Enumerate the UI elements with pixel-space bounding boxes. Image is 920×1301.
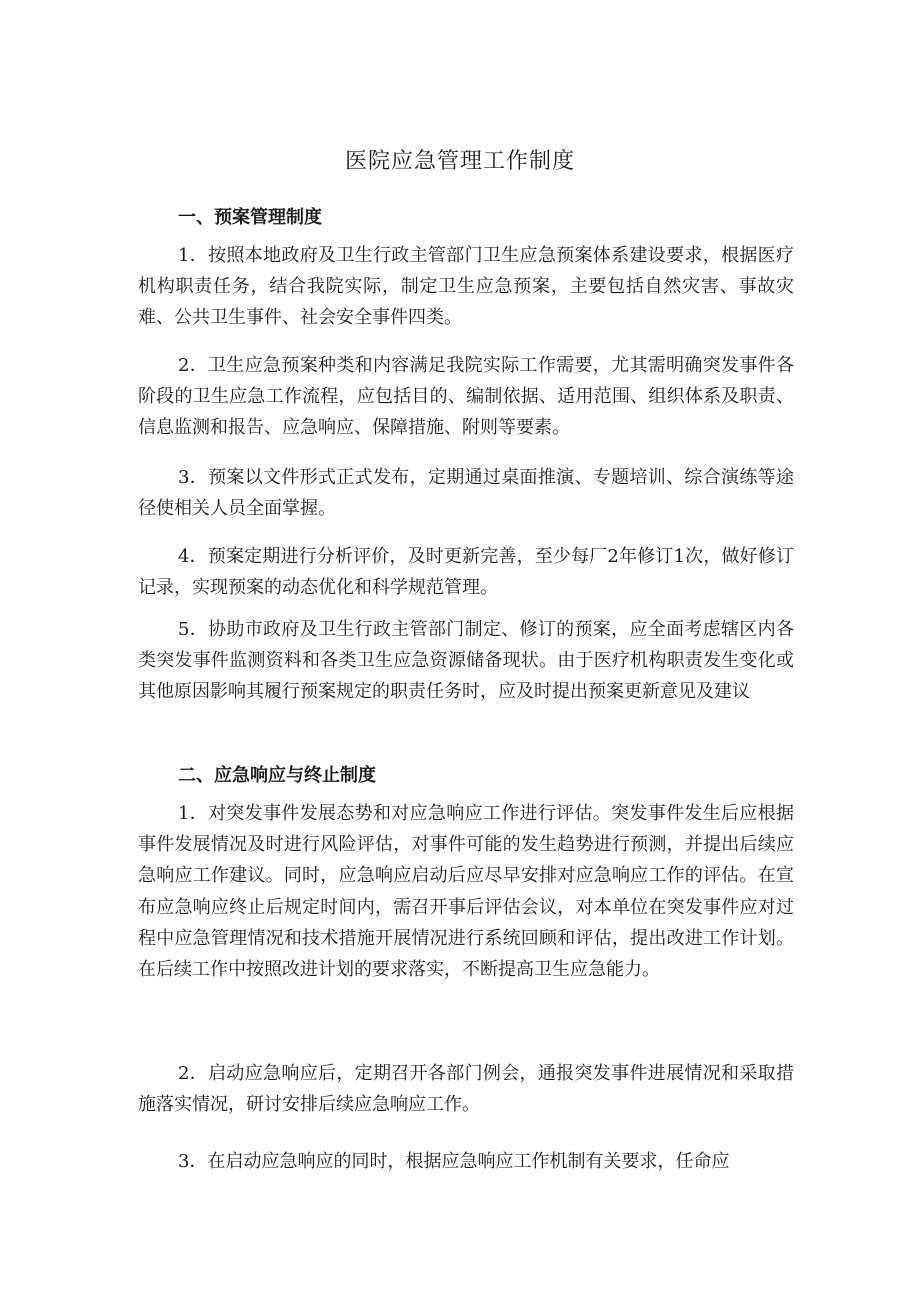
document-title: 医院应急管理工作制度 xyxy=(344,149,575,174)
paragraph-response-1: 1．对突发事件发展态势和对应急响应工作进行评估。突发事件发生后应根据事件发展情况及时进行风险评估，对事件可能的发生趋势进行预测，并提出后续应急响应工作建议。同时，应急响应启动后应尽早安排对应急响应工作的评估。在宣布应急响应终止后规定时间内，需召开事后评估会议，对本单位在突发事件应对过程中应急管理情况和技术措施开展情况进行系统回顾和评估，提出改进工作计划。在后续工作中按照改进计划的要求落实，不断提高卫生应急能力。 xyxy=(138,803,794,981)
paragraph-plan-5: 5．协助市政府及卫生行政主管部门制定、修订的预案，应全面考虑辖区内各类突发事件监测资料和各类卫生应急资源储备现状。由于医疗机构职责发生变化或其他原因影响其履行预案规定的职责任务时，应及时提出预案更新意见及建议 xyxy=(138,619,794,703)
section-heading-response-termination: 二、应急响应与终止制度 xyxy=(178,765,376,786)
section-heading-plan-management: 一、预案管理制度 xyxy=(178,207,322,228)
paragraph-plan-4: 4．预案定期进行分析评价，及时更新完善，至少每厂2年修订1次，做好修订记录，实现预案的动态优化和科学规范管理。 xyxy=(138,546,794,599)
paragraph-plan-1: 1．按照本地政府及卫生行政主管部门卫生应急预案体系建设要求，根据医疗机构职责任务，结合我院实际，制定卫生应急预案，主要包括自然灾害、事故灾难、公共卫生事件、社会安全事件四类。 xyxy=(138,245,794,329)
paragraph-response-2: 2．启动应急响应后，定期召开各部门例会，通报突发事件进展情况和采取措施落实情况，研讨安排后续应急响应工作。 xyxy=(138,1063,794,1116)
paragraph-plan-2: 2．卫生应急预案种类和内容满足我院实际工作需要，尤其需明确突发事件各阶段的卫生应急工作流程，应包括目的、编制依据、适用范围、组织体系及职责、信息监测和报告、应急响应、保障措施、附则等要素。 xyxy=(138,355,794,439)
paragraph-response-3: 3．在启动应急响应的同时，根据应急响应工作机制有关要求，任命应 xyxy=(178,1151,730,1172)
paragraph-plan-3: 3．预案以文件形式正式发布，定期通过桌面推演、专题培训、综合演练等途径使相关人员全面掌握。 xyxy=(138,467,794,520)
